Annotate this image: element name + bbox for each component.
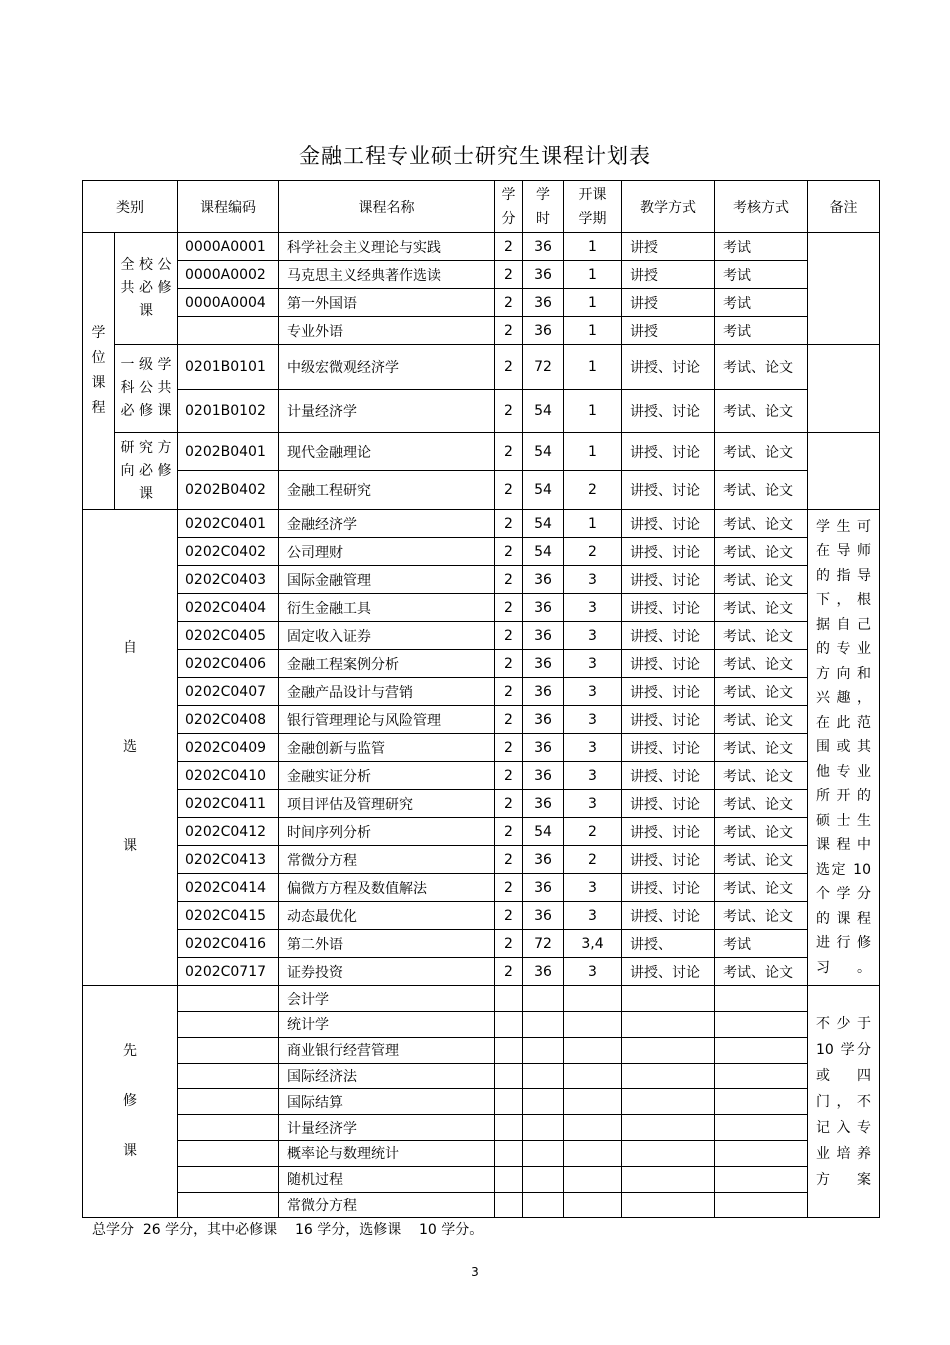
course-hours: 36: [523, 233, 564, 261]
page-number: 3: [471, 1265, 479, 1279]
empty-cell: [523, 1166, 564, 1192]
empty-cell: [523, 1063, 564, 1089]
course-exam: 考试: [715, 233, 808, 261]
course-teaching: 讲授、讨论: [622, 706, 715, 734]
course-term: 3: [564, 622, 622, 650]
table-row: [83, 986, 880, 1012]
course-code: [178, 1140, 279, 1166]
course-teaching: 讲授、讨论: [622, 678, 715, 706]
table-row: [83, 317, 880, 345]
course-exam: 考试、论文: [715, 790, 808, 818]
course-code: 0201B0102: [178, 390, 279, 433]
empty-cell: [564, 1089, 622, 1115]
course-teaching: 讲授: [622, 317, 715, 345]
course-teaching: 讲授、讨论: [622, 345, 715, 390]
course-name: 金融产品设计与营销: [279, 678, 495, 706]
table-row: [83, 1140, 880, 1166]
table-row: [83, 874, 880, 902]
course-teaching: 讲授、讨论: [622, 846, 715, 874]
course-code: 0202C0717: [178, 958, 279, 986]
course-name: 时间序列分析: [279, 818, 495, 846]
course-credit: 2: [495, 958, 523, 986]
course-name: 金融实证分析: [279, 762, 495, 790]
course-hours: 72: [523, 345, 564, 390]
empty-cell: [622, 1115, 715, 1141]
course-teaching: 讲授、讨论: [622, 762, 715, 790]
course-name: 动态最优化: [279, 902, 495, 930]
course-credit: 2: [495, 678, 523, 706]
course-code: 0000A0004: [178, 289, 279, 317]
empty-cell: [715, 1063, 808, 1089]
course-credit: 2: [495, 538, 523, 566]
course-term: 1: [564, 261, 622, 289]
prerequisite-course-name: 随机过程: [279, 1166, 495, 1192]
course-credit: 2: [495, 650, 523, 678]
degree-group-label: 研 究 方 向 必 修 课: [115, 433, 178, 510]
table-row: [83, 818, 880, 846]
empty-cell: [523, 1140, 564, 1166]
course-credit: 2: [495, 471, 523, 510]
course-name: 第一外国语: [279, 289, 495, 317]
course-credit: 2: [495, 622, 523, 650]
course-term: 1: [564, 289, 622, 317]
table-row: [83, 790, 880, 818]
table-row: [83, 538, 880, 566]
course-term: 2: [564, 846, 622, 874]
empty-cell: [523, 1115, 564, 1141]
course-hours: 36: [523, 902, 564, 930]
table-row: [83, 1192, 880, 1218]
course-hours: 36: [523, 958, 564, 986]
course-code: 0202C0407: [178, 678, 279, 706]
course-teaching: 讲授、讨论: [622, 650, 715, 678]
course-name: 常微分方程: [279, 846, 495, 874]
empty-cell: [495, 1140, 523, 1166]
course-hours: 36: [523, 678, 564, 706]
course-name: 衍生金融工具: [279, 594, 495, 622]
course-code: 0202C0404: [178, 594, 279, 622]
course-name: 计量经济学: [279, 390, 495, 433]
course-teaching: 讲授、讨论: [622, 818, 715, 846]
course-term: 2: [564, 538, 622, 566]
course-exam: 考试: [715, 930, 808, 958]
course-code: 0202C0403: [178, 566, 279, 594]
course-teaching: 讲授、: [622, 930, 715, 958]
table-row: [83, 678, 880, 706]
course-credit: 2: [495, 566, 523, 594]
course-term: 3: [564, 566, 622, 594]
course-hours: 54: [523, 818, 564, 846]
page-title: 金融工程专业硕士研究生课程计划表: [299, 144, 651, 168]
course-hours: 36: [523, 289, 564, 317]
course-hours: 54: [523, 433, 564, 471]
course-hours: 36: [523, 762, 564, 790]
course-term: 1: [564, 233, 622, 261]
header-credit: 学 分: [495, 181, 523, 233]
course-term: 1: [564, 390, 622, 433]
course-credit: 2: [495, 734, 523, 762]
prerequisite-course-name: 国际经济法: [279, 1063, 495, 1089]
course-teaching: 讲授、讨论: [622, 510, 715, 538]
course-code: 0000A0002: [178, 261, 279, 289]
course-exam: 考试、论文: [715, 958, 808, 986]
course-hours: 72: [523, 930, 564, 958]
empty-cell: [715, 1192, 808, 1218]
course-exam: 考试、论文: [715, 818, 808, 846]
header-category: 类别: [83, 181, 178, 233]
course-teaching: 讲授: [622, 233, 715, 261]
table-row: [83, 1063, 880, 1089]
empty-cell: [622, 1037, 715, 1063]
course-code: [178, 1089, 279, 1115]
course-exam: 考试、论文: [715, 566, 808, 594]
remark-cell: [808, 233, 880, 345]
course-term: 3: [564, 874, 622, 902]
course-exam: 考试、论文: [715, 650, 808, 678]
course-plan-table: [82, 180, 880, 1218]
course-name: 金融经济学: [279, 510, 495, 538]
course-name: 公司理财: [279, 538, 495, 566]
course-code: 0202C0414: [178, 874, 279, 902]
header-teaching: 教学方式: [622, 181, 715, 233]
table-row: [83, 289, 880, 317]
course-code: [178, 986, 279, 1012]
course-exam: 考试、论文: [715, 471, 808, 510]
empty-cell: [715, 1166, 808, 1192]
course-name: 偏微方方程及数值解法: [279, 874, 495, 902]
course-name: 中级宏微观经济学: [279, 345, 495, 390]
empty-cell: [715, 1115, 808, 1141]
table-row: [83, 566, 880, 594]
degree-course-label: 学 位 课 程: [83, 233, 115, 510]
course-credit: 2: [495, 390, 523, 433]
course-code: 0202C0410: [178, 762, 279, 790]
empty-cell: [622, 1012, 715, 1038]
course-code: 0202C0409: [178, 734, 279, 762]
empty-cell: [495, 1089, 523, 1115]
course-teaching: 讲授、讨论: [622, 538, 715, 566]
table-row: [83, 594, 880, 622]
course-exam: 考试、论文: [715, 433, 808, 471]
empty-cell: [495, 1037, 523, 1063]
course-teaching: 讲授、讨论: [622, 594, 715, 622]
table-row: [83, 930, 880, 958]
empty-cell: [523, 986, 564, 1012]
course-name: 金融创新与监管: [279, 734, 495, 762]
course-name: 固定收入证券: [279, 622, 495, 650]
empty-cell: [564, 1166, 622, 1192]
empty-cell: [622, 1140, 715, 1166]
course-teaching: 讲授: [622, 289, 715, 317]
course-teaching: 讲授、讨论: [622, 902, 715, 930]
course-hours: 36: [523, 566, 564, 594]
course-exam: 考试、论文: [715, 390, 808, 433]
course-code: 0202C0415: [178, 902, 279, 930]
remark-cell: [808, 433, 880, 510]
header-name: 课程名称: [279, 181, 495, 233]
course-code: 0201B0101: [178, 345, 279, 390]
empty-cell: [523, 1037, 564, 1063]
empty-cell: [622, 1089, 715, 1115]
course-exam: 考试、论文: [715, 345, 808, 390]
course-teaching: 讲授、讨论: [622, 390, 715, 433]
table-row: [83, 846, 880, 874]
header-exam: 考核方式: [715, 181, 808, 233]
elective-remark: 学生可在导师的指导下，根据自己的专业方向和兴趣，在此范围或其他专业所开的硕士生课程中选定 10 个学分的课程进行修习。: [808, 510, 880, 986]
course-exam: 考试: [715, 261, 808, 289]
course-name: 科学社会主义理论与实践: [279, 233, 495, 261]
course-teaching: 讲授、讨论: [622, 433, 715, 471]
course-code: 0202C0405: [178, 622, 279, 650]
course-teaching: 讲授、讨论: [622, 622, 715, 650]
prerequisite-course-name: 概率论与数理统计: [279, 1140, 495, 1166]
course-hours: 36: [523, 317, 564, 345]
prerequisite-remark: 不少于 10 学分或四门，不记入专业培养方案: [808, 986, 880, 1218]
table-row: [83, 1012, 880, 1038]
empty-cell: [523, 1089, 564, 1115]
course-hours: 36: [523, 734, 564, 762]
empty-cell: [523, 1012, 564, 1038]
course-hours: 54: [523, 390, 564, 433]
course-credit: 2: [495, 317, 523, 345]
course-term: 1: [564, 345, 622, 390]
course-code: 0202C0402: [178, 538, 279, 566]
elective-course-label: 自 选 课: [83, 510, 178, 986]
empty-cell: [523, 1192, 564, 1218]
course-exam: 考试: [715, 289, 808, 317]
table-row: [83, 233, 880, 261]
course-hours: 54: [523, 538, 564, 566]
course-name: 马克思主义经典著作选读: [279, 261, 495, 289]
empty-cell: [622, 986, 715, 1012]
course-term: 2: [564, 818, 622, 846]
course-term: 3: [564, 902, 622, 930]
prerequisite-course-name: 计量经济学: [279, 1115, 495, 1141]
course-code: 0202C0411: [178, 790, 279, 818]
course-term: 3: [564, 734, 622, 762]
empty-cell: [564, 1115, 622, 1141]
header-remark: 备注: [808, 181, 880, 233]
course-exam: 考试、论文: [715, 874, 808, 902]
course-credit: 2: [495, 846, 523, 874]
course-hours: 36: [523, 706, 564, 734]
course-credit: 2: [495, 433, 523, 471]
course-hours: 36: [523, 650, 564, 678]
table-row: [83, 958, 880, 986]
credit-summary: 总学分 26 学分，其中必修课 16 学分，选修课 10 学分。: [92, 1222, 484, 1238]
course-exam: 考试、论文: [715, 622, 808, 650]
course-hours: 36: [523, 846, 564, 874]
prerequisite-course-name: 常微分方程: [279, 1192, 495, 1218]
course-code: 0202C0406: [178, 650, 279, 678]
course-hours: 36: [523, 622, 564, 650]
course-exam: 考试、论文: [715, 678, 808, 706]
empty-cell: [715, 1012, 808, 1038]
empty-cell: [564, 986, 622, 1012]
course-name: 金融工程研究: [279, 471, 495, 510]
course-credit: 2: [495, 594, 523, 622]
empty-cell: [715, 986, 808, 1012]
course-name: 国际金融管理: [279, 566, 495, 594]
course-name: 金融工程案例分析: [279, 650, 495, 678]
prerequisite-course-name: 商业银行经营管理: [279, 1037, 495, 1063]
table-row: [83, 650, 880, 678]
table-row: [83, 1089, 880, 1115]
course-code: [178, 1115, 279, 1141]
table-row: [83, 510, 880, 538]
empty-cell: [495, 1012, 523, 1038]
course-name: 项目评估及管理研究: [279, 790, 495, 818]
course-term: 3: [564, 678, 622, 706]
table-row: [83, 1037, 880, 1063]
course-term: 3,4: [564, 930, 622, 958]
prerequisite-course-name: 会计学: [279, 986, 495, 1012]
course-exam: 考试、论文: [715, 510, 808, 538]
empty-cell: [715, 1037, 808, 1063]
prerequisite-course-name: 国际结算: [279, 1089, 495, 1115]
course-term: 3: [564, 594, 622, 622]
course-credit: 2: [495, 790, 523, 818]
course-code: 0000A0001: [178, 233, 279, 261]
course-name: 专业外语: [279, 317, 495, 345]
course-hours: 36: [523, 261, 564, 289]
table-row: [83, 762, 880, 790]
course-code: 0202C0416: [178, 930, 279, 958]
course-exam: 考试、论文: [715, 762, 808, 790]
course-exam: 考试、论文: [715, 902, 808, 930]
empty-cell: [715, 1140, 808, 1166]
course-code: [178, 1012, 279, 1038]
course-term: 1: [564, 317, 622, 345]
course-name: 银行管理理论与风险管理: [279, 706, 495, 734]
header-row: [83, 181, 880, 233]
table-row: [83, 261, 880, 289]
course-hours: 36: [523, 790, 564, 818]
header-code: 课程编码: [178, 181, 279, 233]
course-code: 0202B0402: [178, 471, 279, 510]
table-row: [83, 345, 880, 390]
course-term: 3: [564, 706, 622, 734]
empty-cell: [622, 1063, 715, 1089]
table-row: [83, 706, 880, 734]
table-row: [83, 902, 880, 930]
empty-cell: [495, 1063, 523, 1089]
course-credit: 2: [495, 902, 523, 930]
empty-cell: [495, 986, 523, 1012]
course-credit: 2: [495, 345, 523, 390]
table-row: [83, 1115, 880, 1141]
course-exam: 考试、论文: [715, 538, 808, 566]
course-code: [178, 317, 279, 345]
course-hours: 54: [523, 471, 564, 510]
remark-cell: [808, 345, 880, 433]
empty-cell: [564, 1037, 622, 1063]
table-row: [83, 734, 880, 762]
course-teaching: 讲授、讨论: [622, 790, 715, 818]
degree-group-label: 一 级 学 科 公 共 必 修 课: [115, 345, 178, 433]
course-code: 0202C0408: [178, 706, 279, 734]
course-code: 0202C0413: [178, 846, 279, 874]
empty-cell: [715, 1089, 808, 1115]
empty-cell: [564, 1140, 622, 1166]
empty-cell: [564, 1012, 622, 1038]
course-code: 0202C0412: [178, 818, 279, 846]
course-code: [178, 1063, 279, 1089]
empty-cell: [495, 1166, 523, 1192]
table-row: [83, 1166, 880, 1192]
course-teaching: 讲授、讨论: [622, 874, 715, 902]
table-row: [83, 471, 880, 510]
course-teaching: 讲授: [622, 261, 715, 289]
empty-cell: [564, 1192, 622, 1218]
course-exam: 考试、论文: [715, 706, 808, 734]
course-teaching: 讲授、讨论: [622, 734, 715, 762]
course-hours: 36: [523, 594, 564, 622]
prerequisite-course-name: 统计学: [279, 1012, 495, 1038]
course-exam: 考试: [715, 317, 808, 345]
table-row: [83, 622, 880, 650]
course-credit: 2: [495, 706, 523, 734]
header-term: 开课 学期: [564, 181, 622, 233]
course-term: 3: [564, 790, 622, 818]
course-name: 证券投资: [279, 958, 495, 986]
course-exam: 考试、论文: [715, 734, 808, 762]
course-credit: 2: [495, 261, 523, 289]
empty-cell: [564, 1063, 622, 1089]
table-row: [83, 433, 880, 471]
course-code: 0202B0401: [178, 433, 279, 471]
course-term: 3: [564, 650, 622, 678]
course-hours: 36: [523, 874, 564, 902]
course-credit: 2: [495, 289, 523, 317]
empty-cell: [495, 1192, 523, 1218]
course-teaching: 讲授、讨论: [622, 471, 715, 510]
header-hours: 学 时: [523, 181, 564, 233]
course-teaching: 讲授、讨论: [622, 958, 715, 986]
course-term: 3: [564, 958, 622, 986]
course-term: 3: [564, 762, 622, 790]
empty-cell: [495, 1115, 523, 1141]
course-hours: 54: [523, 510, 564, 538]
course-teaching: 讲授、讨论: [622, 566, 715, 594]
course-credit: 2: [495, 930, 523, 958]
course-term: 1: [564, 510, 622, 538]
course-name: 现代金融理论: [279, 433, 495, 471]
course-exam: 考试、论文: [715, 594, 808, 622]
course-code: 0202C0401: [178, 510, 279, 538]
course-credit: 2: [495, 818, 523, 846]
degree-group-label: 全 校 公 共 必 修 课: [115, 233, 178, 345]
prerequisite-course-label: 先 修 课: [83, 986, 178, 1218]
course-credit: 2: [495, 510, 523, 538]
course-code: [178, 1192, 279, 1218]
course-name: 第二外语: [279, 930, 495, 958]
course-term: 2: [564, 471, 622, 510]
course-code: [178, 1037, 279, 1063]
empty-cell: [622, 1192, 715, 1218]
course-code: [178, 1166, 279, 1192]
empty-cell: [622, 1166, 715, 1192]
table-row: [83, 390, 880, 433]
course-credit: 2: [495, 874, 523, 902]
course-term: 1: [564, 433, 622, 471]
course-credit: 2: [495, 762, 523, 790]
course-credit: 2: [495, 233, 523, 261]
course-exam: 考试、论文: [715, 846, 808, 874]
